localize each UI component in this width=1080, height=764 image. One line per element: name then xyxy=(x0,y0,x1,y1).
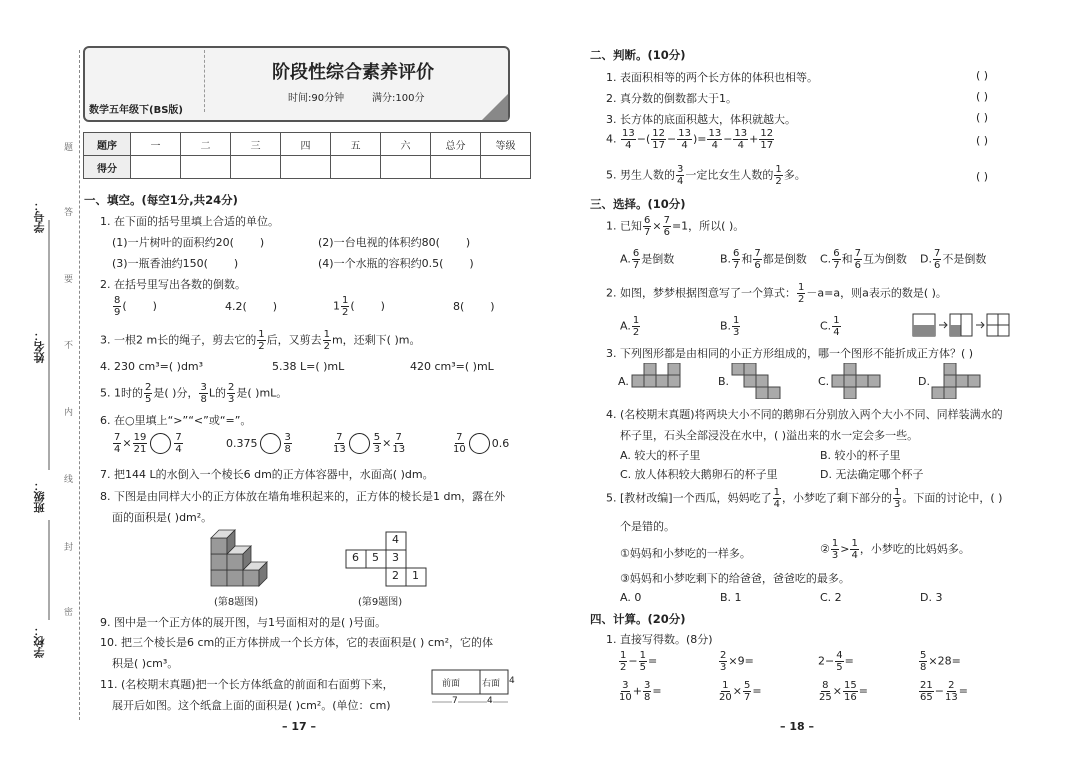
score-input[interactable] xyxy=(231,156,281,179)
net-option-d xyxy=(930,363,990,399)
score-cell: 四 xyxy=(281,133,331,156)
question-part: 420 cm³=( )mL xyxy=(410,360,494,373)
question-part: 展开后如图。这个纸盒上面的面积是( )cm²。(单位：cm) xyxy=(112,699,391,712)
question: 10. 把三个棱长是6 cm的正方体拼成一个长方体，它的表面积是( ) cm²，它的体 xyxy=(100,636,493,649)
calc-item: $\frac{1}{20}$ × $\frac{5}{7}$ = xyxy=(719,680,762,703)
score-cell: 得分 xyxy=(84,156,131,179)
cut-char: 内 xyxy=(64,408,74,418)
exam-time: 时间:90分钟 xyxy=(288,93,345,104)
figure-caption: (第9题图) xyxy=(358,597,403,608)
net-face: 6 xyxy=(352,551,359,564)
cut-char: 封 xyxy=(64,543,74,553)
calc-item: 2− $\frac{4}{5}$ = xyxy=(818,650,854,673)
cut-char: 线 xyxy=(64,475,74,485)
question: 11. (名校期末真题)把一个长方体纸盒的前面和右面剪下来， xyxy=(100,678,394,691)
question: 5. 男生人数的 $\frac{3}{4}$ 一定比女生人数的 $\frac{1}{2}$ 多。 xyxy=(606,164,806,187)
score-input[interactable] xyxy=(281,156,331,179)
compare-circle[interactable] xyxy=(349,433,370,454)
question-part: 积是( )cm³。 xyxy=(112,657,179,670)
calc-item: $\frac{2}{3}$ ×9= xyxy=(720,650,754,673)
question-part: (1)一片树叶的面积约20( ) xyxy=(112,236,265,249)
page-number: – 17 – xyxy=(282,720,316,733)
question: 2. 如图，梦梦根据图意写了一个算式： $\frac{1}{2}$ －a=a，则a表示的数是( )。 xyxy=(606,282,947,305)
calc-item: $\frac{5}{8}$ ×28= xyxy=(920,650,961,673)
net-option-c xyxy=(830,363,890,399)
question-part: 杯子里，石头全部浸没在水中，( )溢出来的水一定会多一些。 xyxy=(620,429,919,442)
option[interactable]: D. $\frac{7}{6}$ 不是倒数 xyxy=(920,248,987,271)
exam-score: 满分:100分 xyxy=(372,93,425,104)
score-cell: 等级 xyxy=(481,133,531,156)
cut-char: 不 xyxy=(64,341,74,351)
question-part: (3)一瓶香油约150( ) xyxy=(112,257,239,270)
section-choice: 三、选择。(10分) xyxy=(590,197,686,211)
question: 5. 1时的 $\frac{2}{5}$ 是( )分， $\frac{3}{8}$ L的 $\frac{2}{3}$ 是( )mL。 xyxy=(100,382,288,405)
box-dim: 7 xyxy=(452,696,458,706)
compare-circle[interactable] xyxy=(260,433,281,454)
compare-item: $\frac{7}{10}$ 0.6 xyxy=(453,432,510,455)
option-letter[interactable]: C. xyxy=(818,375,830,388)
calc-item: $\frac{8}{25}$ × $\frac{15}{16}$ = xyxy=(819,680,868,703)
fraction-diagram xyxy=(912,312,1012,338)
compare-circle[interactable] xyxy=(469,433,490,454)
compare-circle[interactable] xyxy=(150,433,171,454)
reciprocal-item: 1 $\frac{1}{2}$ ( ) xyxy=(333,295,385,318)
question-part: 个是错的。 xyxy=(620,520,675,533)
net-face: 2 xyxy=(392,569,399,582)
score-table xyxy=(83,132,531,179)
school-label: 学校： xyxy=(33,625,46,658)
answer-paren[interactable]: ( ) xyxy=(976,170,989,183)
option[interactable]: A. $\frac{1}{2}$ xyxy=(620,315,640,338)
net-option-a xyxy=(630,363,690,397)
option[interactable]: B. 较小的杯子里 xyxy=(820,449,901,462)
page-title: 阶段性综合素养评价 xyxy=(272,62,434,83)
score-cell: 五 xyxy=(331,133,381,156)
question: 1. 在下面的括号里填上合适的单位。 xyxy=(100,215,279,228)
cut-char: 题 xyxy=(64,143,74,153)
header-divider xyxy=(204,50,205,112)
section-judge: 二、判断。(10分) xyxy=(590,48,686,62)
compare-item: $\frac{7}{13}$ $\frac{5}{3}$ × $\frac{7}{13}$ xyxy=(333,432,406,455)
question: 4. $\frac{13}{4}$ −( $\frac{12}{17}$ − $\frac{13}{4}$ )= $\frac{13}{4}$ − $\frac{13}{4}$ + $\frac{12}{17}$ xyxy=(606,128,774,151)
net-face: 1 xyxy=(412,569,419,582)
section-fill: 一、填空。(每空1分,共24分) xyxy=(84,193,238,207)
question-part: 5.38 L=( )mL xyxy=(272,360,345,373)
score-input[interactable] xyxy=(331,156,381,179)
net-face: 5 xyxy=(372,551,379,564)
subject-label: 数学五年级下(BS版) xyxy=(89,105,183,116)
cut-char: 要 xyxy=(64,275,74,285)
calc-item: $\frac{1}{2}$ − $\frac{1}{5}$ = xyxy=(620,650,658,673)
score-cell: 总分 xyxy=(431,133,481,156)
reciprocal-item: $\frac{8}{9}$ ( ) xyxy=(114,295,157,318)
option[interactable]: B. $\frac{1}{3}$ xyxy=(720,315,740,338)
option[interactable]: B. 1 xyxy=(720,591,742,604)
question-part: 面的面积是( )dm²。 xyxy=(112,511,213,524)
score-cell: 一 xyxy=(131,133,181,156)
class-label: 班级： xyxy=(33,480,46,513)
compare-item: $\frac{7}{4}$ × $\frac{19}{21}$ $\frac{7}{4}$ xyxy=(114,432,182,455)
question: 9. 图中是一个正方体的展开图，与1号面相对的是( )号面。 xyxy=(100,616,387,629)
option[interactable]: C. 放人体积较大鹅卵石的杯子里 xyxy=(620,468,778,481)
question-part: (4)一个水瓶的容积约0.5( ) xyxy=(318,257,474,270)
section-calc: 四、计算。(20分) xyxy=(590,612,686,626)
name-label: 姓名： xyxy=(33,330,46,363)
option[interactable]: C. $\frac{6}{7}$ 和 $\frac{7}{6}$ 互为倒数 xyxy=(820,248,907,271)
cube-stack-figure xyxy=(205,528,285,590)
student-id-label: 学号： xyxy=(33,200,46,233)
page-number: – 18 – xyxy=(780,720,814,733)
answer-paren[interactable]: ( ) xyxy=(976,111,989,124)
option[interactable]: C. 2 xyxy=(820,591,842,604)
figure-caption: (第8题图) xyxy=(214,597,259,608)
answer-paren[interactable]: ( ) xyxy=(976,90,989,103)
option-letter[interactable]: A. xyxy=(618,375,629,388)
gutter-write-lines xyxy=(40,60,80,710)
question: 2. 在括号里写出各数的倒数。 xyxy=(100,278,246,291)
calc-item: $\frac{21}{65}$ − $\frac{2}{13}$ = xyxy=(920,680,968,703)
score-input[interactable] xyxy=(131,156,181,179)
score-cell: 三 xyxy=(231,133,281,156)
question: 1. 表面积相等的两个长方体的体积也相等。 xyxy=(606,71,818,84)
score-input[interactable] xyxy=(181,156,231,179)
question: 3. 长方体的底面积越大，体积就越大。 xyxy=(606,113,796,126)
cut-char: 答 xyxy=(64,208,74,218)
question: 3. 一根2 m长的绳子，剪去它的 $\frac{1}{2}$ 后，又剪去 $\frac{1}{2}$ m，还剩下( )m。 xyxy=(100,329,421,352)
question-part: (2)一台电视的体积约80( ) xyxy=(318,236,471,249)
box-dim: 4 xyxy=(487,696,493,706)
reciprocal-item: 4.2( ) xyxy=(225,300,278,313)
question: 6. 在○里填上“>”“<”或“=”。 xyxy=(100,414,252,427)
option[interactable]: D. 3 xyxy=(920,591,943,604)
score-input[interactable] xyxy=(481,156,531,179)
option-letter[interactable]: D. xyxy=(918,375,930,388)
statement: ③妈妈和小梦吃剩下的给爸爸，爸爸吃的最多。 xyxy=(620,572,850,585)
score-cell: 六 xyxy=(381,133,431,156)
option[interactable]: B. $\frac{6}{7}$ 和 $\frac{7}{6}$ 都是倒数 xyxy=(720,248,807,271)
statement: ② $\frac{1}{3}$ > $\frac{1}{4}$ ，小梦吃的比妈妈多。 xyxy=(820,538,970,561)
reciprocal-item: 8( ) xyxy=(453,300,495,313)
option[interactable]: C. $\frac{1}{4}$ xyxy=(820,315,840,338)
score-input[interactable] xyxy=(431,156,481,179)
question: 4. (名校期末真题)将两块大小不同的鹅卵石分别放入两个大小不同、同样装满水的 xyxy=(606,408,1003,421)
option-letter[interactable]: B. xyxy=(718,375,730,388)
box-dim: 4 xyxy=(509,676,515,686)
score-cell: 题序 xyxy=(84,133,131,156)
question: 5. [教材改编]一个西瓜，妈妈吃了 $\frac{1}{4}$ ，小梦吃了剩下部分的 $\frac{1}{3}$ 。下面的讨论中，( ) xyxy=(606,487,1003,510)
option[interactable]: D. 无法确定哪个杯子 xyxy=(820,468,924,481)
score-input[interactable] xyxy=(381,156,431,179)
net-face: 3 xyxy=(392,551,399,564)
net-face: 4 xyxy=(392,533,399,546)
net-option-b xyxy=(730,363,790,399)
question: 4. 230 cm³=( )dm³ xyxy=(100,360,204,373)
compare-item: 0.375 $\frac{3}{8}$ xyxy=(226,432,291,455)
question: 1. 已知 $\frac{6}{7}$ × $\frac{7}{6}$ =1，所以( )。 xyxy=(606,215,745,238)
question: 3. 下列图形都是由相同的小正方形组成的，哪一个图形不能折成正方体？( ) xyxy=(606,347,974,360)
calc-item: $\frac{3}{10}$ + $\frac{3}{8}$ = xyxy=(619,680,662,703)
question: 2. 真分数的倒数都大于1。 xyxy=(606,92,737,105)
question: 1. 直接写得数。(8分) xyxy=(606,633,713,646)
box-label: 右面 xyxy=(482,679,501,689)
cut-char: 密 xyxy=(64,608,74,618)
question: 8. 下图是由同样大小的正方体放在墙角堆积起来的，正方体的棱长是1 dm，露在外 xyxy=(100,490,506,503)
option[interactable]: A. 0 xyxy=(620,591,642,604)
answer-paren[interactable]: ( ) xyxy=(976,134,989,147)
score-cell: 二 xyxy=(181,133,231,156)
box-label: 前面 xyxy=(442,679,461,689)
question: 7. 把144 L的水倒入一个棱长6 dm的正方体容器中，水面高( )dm。 xyxy=(100,468,434,481)
option[interactable]: A. $\frac{6}{7}$ 是倒数 xyxy=(620,248,675,271)
statement: ①妈妈和小梦吃的一样多。 xyxy=(620,547,751,560)
option[interactable]: A. 较大的杯子里 xyxy=(620,449,701,462)
answer-paren[interactable]: ( ) xyxy=(976,69,989,82)
